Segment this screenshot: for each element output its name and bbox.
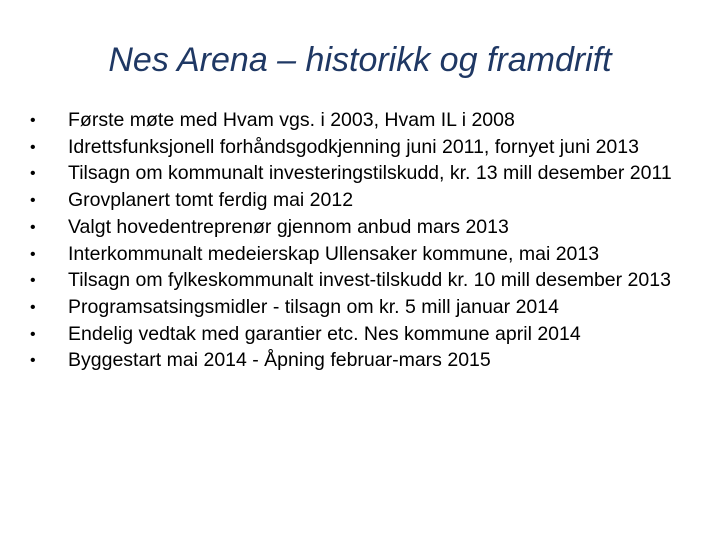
bullet-item bbox=[30, 243, 690, 267]
bullet-point-icon: • bbox=[30, 138, 36, 156]
bullet-point-icon: • bbox=[30, 165, 36, 183]
bullet-text: Byggestart mai 2014 - Åpning februar-mars 2015 bbox=[68, 349, 491, 372]
bullet-item bbox=[30, 189, 690, 213]
bullet-point-icon: • bbox=[30, 112, 36, 129]
bullet-item bbox=[30, 136, 690, 160]
slide-title: Nes Arena – historikk og framdrift bbox=[108, 41, 612, 79]
bullet-item bbox=[30, 269, 690, 293]
bullet-item bbox=[30, 216, 690, 240]
bullet-text: Endelig vedtak med garantier etc. Nes kommune april 2014 bbox=[68, 322, 581, 345]
bullet-text: Programsatsingsmidler - tilsagn om kr. 5 mill januar 2014 bbox=[68, 295, 559, 318]
bullet-point-icon: • bbox=[30, 272, 36, 290]
bullet-point-icon: • bbox=[30, 192, 36, 210]
bullet-list bbox=[30, 109, 690, 376]
bullet-text: Valgt hovedentreprenør gjennom anbud mars 2013 bbox=[68, 215, 509, 238]
bullet-point-icon: • bbox=[30, 352, 36, 370]
bullet-item bbox=[30, 349, 690, 373]
bullet-point-icon: • bbox=[30, 298, 36, 316]
bullet-point-icon: • bbox=[30, 245, 36, 263]
bullet-item bbox=[30, 296, 690, 320]
bullet-text: Tilsagn om kommunalt investeringstilskudd, kr. 13 mill desember 2011 bbox=[68, 162, 672, 185]
bullet-point-icon: • bbox=[30, 325, 36, 343]
bullet-item bbox=[30, 162, 690, 186]
bullet-text: Idrettsfunksjonell forhåndsgodkjenning juni 2011, fornyet juni 2013 bbox=[68, 135, 639, 158]
bullet-point-icon: • bbox=[30, 218, 36, 236]
bullet-item bbox=[30, 109, 690, 133]
bullet-text: Tilsagn om fylkeskommunalt invest-tilskudd kr. 10 mill desember 2013 bbox=[68, 269, 671, 292]
bullet-text: Interkommunalt medeierskap Ullensaker kommune, mai 2013 bbox=[68, 242, 600, 265]
bullet-text: Første møte med Hvam vgs. i 2003, Hvam IL i 2008 bbox=[68, 109, 515, 131]
bullet-item bbox=[30, 323, 690, 347]
bullet-text: Grovplanert tomt ferdig mai 2012 bbox=[68, 189, 354, 212]
